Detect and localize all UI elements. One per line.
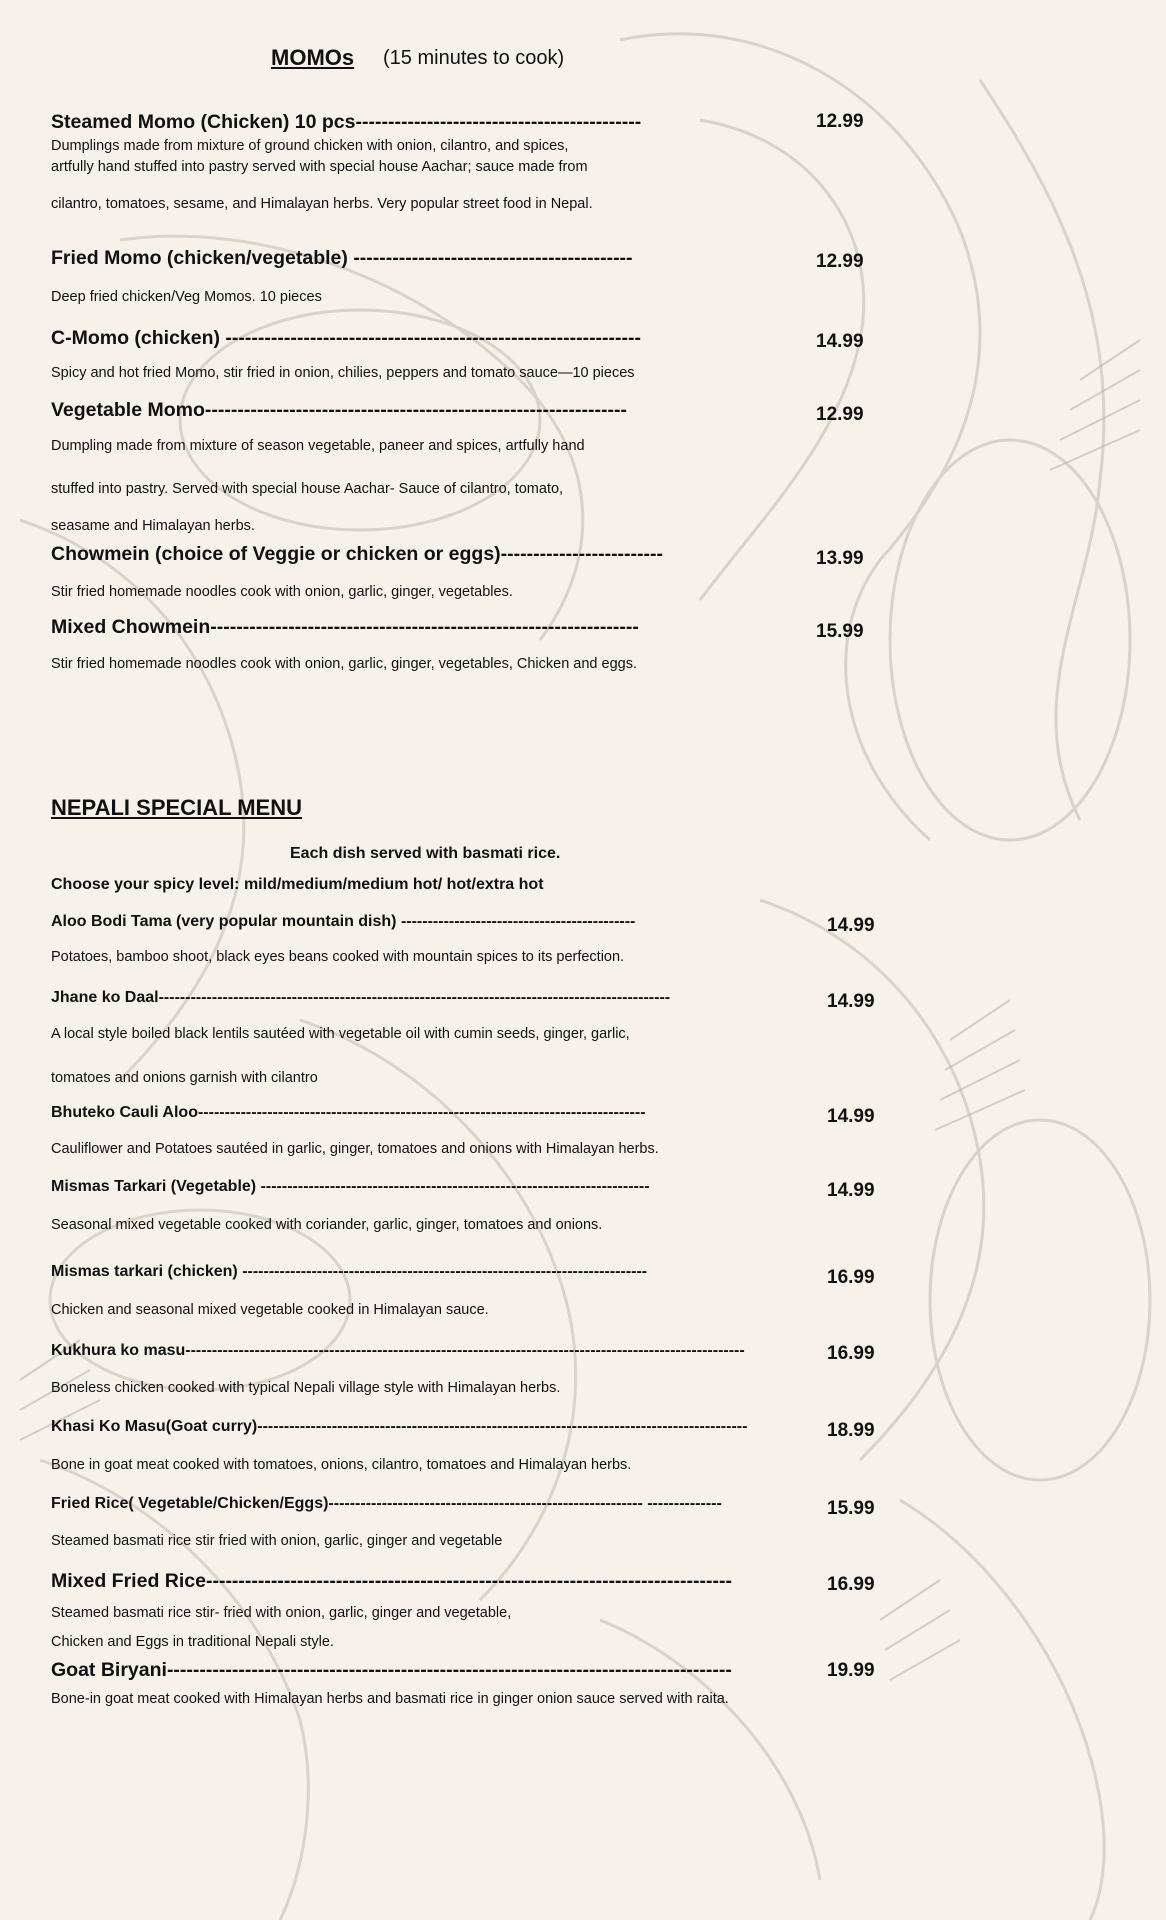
nepali-section-title: NEPALI SPECIAL MENU bbox=[51, 795, 302, 820]
menu-item-name: Jhane ko Daal------------------------------------------------------------------------------------------------ bbox=[51, 989, 671, 1006]
menu-item-description: stuffed into pastry. Served with special house Aachar- Sauce of cilantro, tomato, bbox=[51, 481, 564, 497]
menu-item-price: 13.99 bbox=[816, 548, 864, 569]
menu-item-price: 12.99 bbox=[816, 111, 864, 132]
menu-item-description: Chicken and Eggs in traditional Nepali style. bbox=[51, 1634, 334, 1650]
momo-section-title: MOMOs bbox=[271, 45, 355, 70]
menu-item-description: Spicy and hot fried Momo, stir fried in onion, chilies, peppers and tomato sauce—10 pieces bbox=[51, 365, 635, 381]
menu-item-price: 15.99 bbox=[827, 1498, 875, 1519]
menu-item-description: Bone-in goat meat cooked with Himalayan herbs and basmati rice in ginger onion sauce served with raita. bbox=[51, 1691, 729, 1707]
menu-item-name: Goat Biryani--------------------------------------------------------------------------------------- bbox=[51, 1659, 732, 1681]
rice-note: Each dish served with basmati rice. bbox=[290, 845, 561, 862]
menu-item-price: 12.99 bbox=[816, 404, 864, 425]
menu-item-price: 14.99 bbox=[827, 991, 875, 1012]
menu-item-name: Fried Rice( Vegetable/Chicken/Eggs)----------------------------------------------------------- -------------- bbox=[51, 1495, 722, 1512]
menu-item-name: Steamed Momo (Chicken) 10 pcs-------------------------------------------- bbox=[51, 111, 642, 133]
menu-item-description: Stir fried homemade noodles cook with onion, garlic, ginger, vegetables, Chicken and eggs. bbox=[51, 656, 637, 672]
menu-item-name: Mixed Chowmein------------------------------------------------------------------ bbox=[51, 616, 639, 638]
menu-item-description: tomatoes and onions garnish with cilantro bbox=[51, 1070, 318, 1086]
menu-item-name: Vegetable Momo----------------------------------------------------------------- bbox=[51, 399, 627, 421]
menu-item-name: Kukhura ko masu--------------------------------------------------------------------------------------------------------- bbox=[51, 1342, 745, 1359]
menu-item-price: 18.99 bbox=[827, 1420, 875, 1441]
menu-item-name: Bhuteko Cauli Aloo------------------------------------------------------------------------------------ bbox=[51, 1104, 646, 1121]
menu-item-price: 16.99 bbox=[827, 1574, 875, 1595]
menu-item-name: Khasi Ko Masu(Goat curry)-------------------------------------------------------------------------------------------- bbox=[51, 1418, 748, 1435]
menu-item-name: Aloo Bodi Tama (very popular mountain dish) -------------------------------------------- bbox=[51, 913, 636, 930]
menu-item-price: 14.99 bbox=[827, 1106, 875, 1127]
menu-item-description: Dumplings made from mixture of ground chicken with onion, cilantro, and spices, bbox=[51, 138, 569, 154]
momo-section-subtitle: (15 minutes to cook) bbox=[383, 47, 565, 69]
menu-item-description: Steamed basmati rice stir fried with onion, garlic, ginger and vegetable bbox=[51, 1533, 503, 1549]
menu-item-description: cilantro, tomatoes, sesame, and Himalayan herbs. Very popular street food in Nepal. bbox=[51, 196, 593, 212]
menu-item-price: 19.99 bbox=[827, 1660, 875, 1681]
menu-item-description: seasame and Himalayan herbs. bbox=[51, 518, 255, 534]
menu-item-name: C-Momo (chicken) ---------------------------------------------------------------- bbox=[51, 327, 642, 349]
spice-level-note: Choose your spicy level: mild/medium/medium hot/ hot/extra hot bbox=[51, 876, 544, 893]
menu-item-name: Mismas tarkari (chicken) ---------------------------------------------------------------------------- bbox=[51, 1263, 648, 1280]
menu-item-description: Steamed basmati rice stir- fried with onion, garlic, ginger and vegetable, bbox=[51, 1605, 512, 1621]
menu-item-name: Mismas Tarkari (Vegetable) ------------------------------------------------------------------------- bbox=[51, 1178, 650, 1195]
menu-item-description: Potatoes, bamboo shoot, black eyes beans cooked with mountain spices to its perfection. bbox=[51, 949, 625, 965]
menu-item-price: 14.99 bbox=[827, 915, 875, 936]
menu-item-description: Bone in goat meat cooked with tomatoes, onions, cilantro, tomatoes and Himalayan herbs. bbox=[51, 1457, 632, 1473]
menu-item-price: 16.99 bbox=[827, 1343, 875, 1364]
menu-item-name: Chowmein (choice of Veggie or chicken or eggs)------------------------- bbox=[51, 543, 664, 565]
menu-item-description: artfully hand stuffed into pastry served with special house Aachar; sauce made from bbox=[51, 159, 588, 175]
menu-item-description: Dumpling made from mixture of season vegetable, paneer and spices, artfully hand bbox=[51, 438, 585, 454]
menu-item-description: A local style boiled black lentils sautéed with vegetable oil with cumin seeds, ginger, garlic, bbox=[51, 1026, 630, 1042]
menu-item-price: 12.99 bbox=[816, 251, 864, 272]
menu-item-description: Chicken and seasonal mixed vegetable cooked in Himalayan sauce. bbox=[51, 1302, 489, 1318]
menu-item-price: 16.99 bbox=[827, 1267, 875, 1288]
menu-item-description: Deep fried chicken/Veg Momos. 10 pieces bbox=[51, 289, 322, 305]
menu-item-description: Stir fried homemade noodles cook with onion, garlic, ginger, vegetables. bbox=[51, 584, 513, 600]
menu-item-description: Boneless chicken cooked with typical Nepali village style with Himalayan herbs. bbox=[51, 1380, 561, 1396]
menu-item-price: 14.99 bbox=[827, 1180, 875, 1201]
menu-item-price: 15.99 bbox=[816, 621, 864, 642]
menu-item-name: Fried Momo (chicken/vegetable) ------------------------------------------- bbox=[51, 247, 633, 269]
menu-item-name: Mixed Fried Rice--------------------------------------------------------------------------------- bbox=[51, 1570, 732, 1592]
menu-item-price: 14.99 bbox=[816, 331, 864, 352]
menu-item-description: Seasonal mixed vegetable cooked with coriander, garlic, ginger, tomatoes and onions. bbox=[51, 1217, 603, 1233]
menu-item-description: Cauliflower and Potatoes sautéed in garlic, ginger, tomatoes and onions with Himalayan herbs. bbox=[51, 1141, 659, 1157]
